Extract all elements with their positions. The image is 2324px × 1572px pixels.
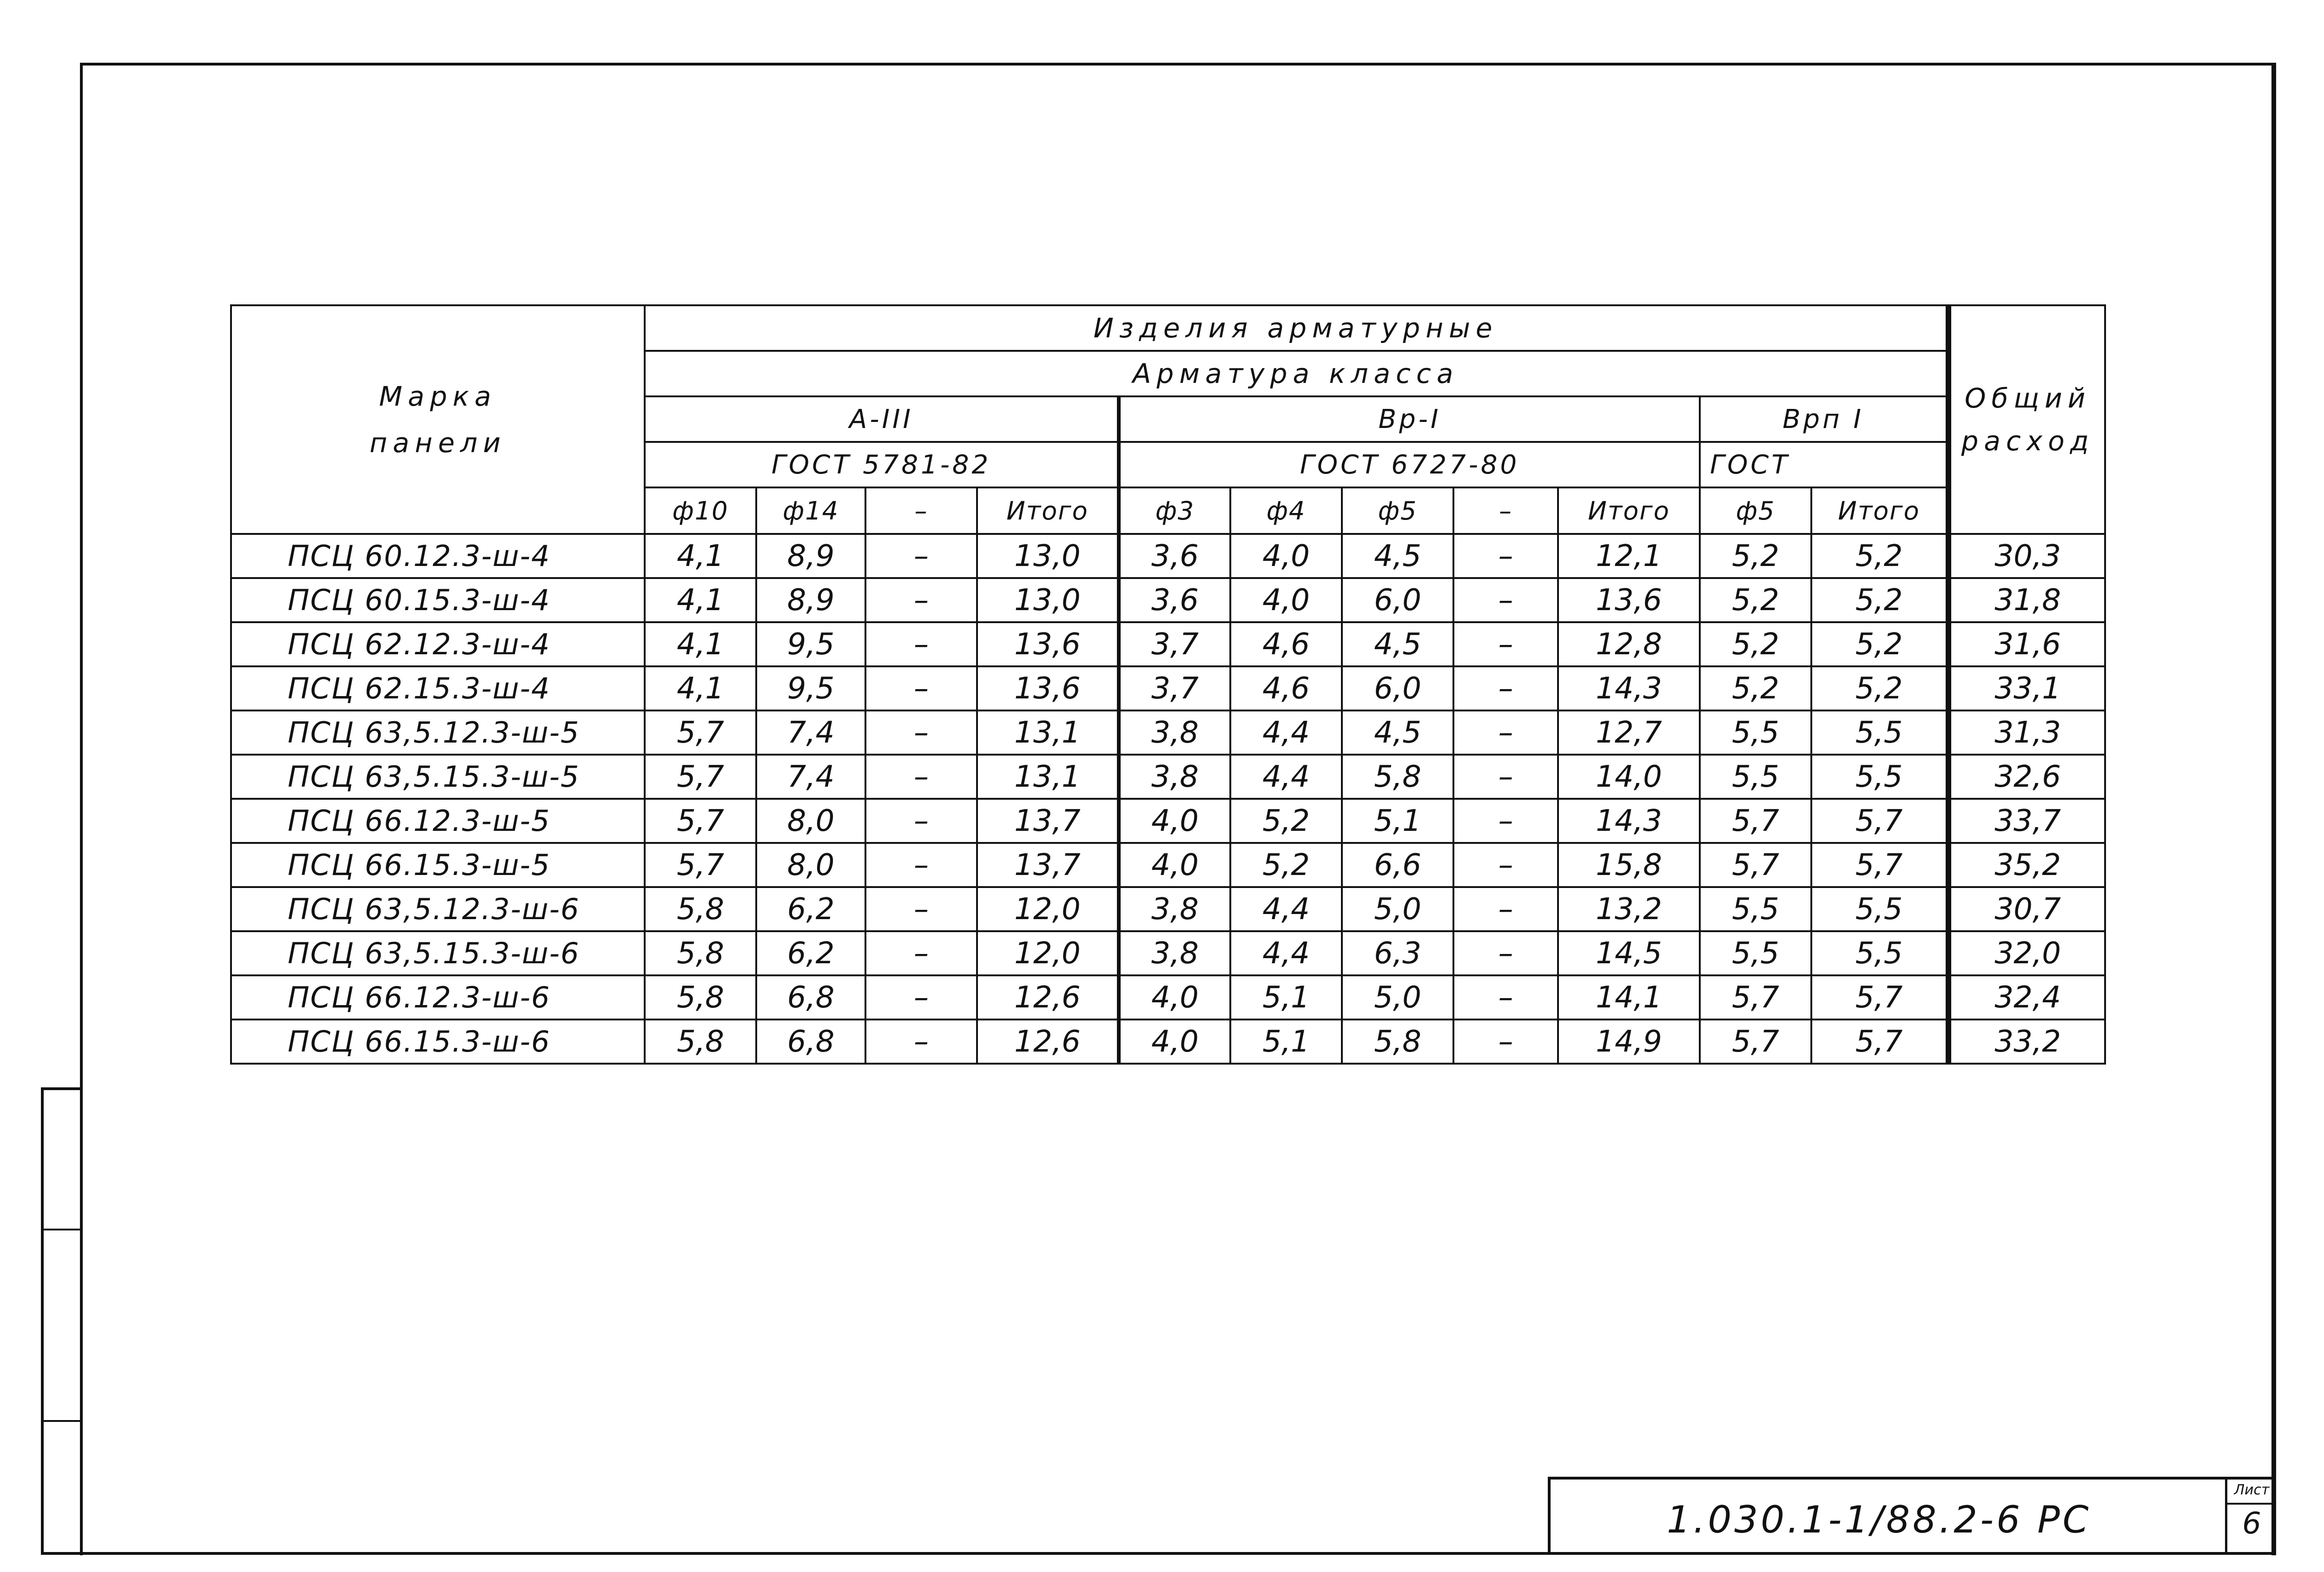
value-cell: 5,5 xyxy=(1811,710,1948,755)
value-cell: – xyxy=(865,975,977,1019)
value-cell: 5,7 xyxy=(1700,799,1811,843)
title-block xyxy=(1548,1477,2276,1555)
total-cell: 32,0 xyxy=(1948,931,2105,975)
value-cell: 13,6 xyxy=(977,666,1119,710)
value-cell: 5,1 xyxy=(1230,1019,1342,1064)
panel-mark: ПСЦ 66.15.3-ш-5 xyxy=(231,843,645,887)
class-title: Арматура класса xyxy=(645,351,1948,396)
value-cell: 13,6 xyxy=(1558,578,1700,622)
strip-divider xyxy=(44,1420,80,1422)
mark-header-line2: панели xyxy=(370,427,506,459)
value-cell: – xyxy=(1453,578,1558,622)
table-row xyxy=(231,666,2105,710)
value-cell: 8,9 xyxy=(756,534,865,578)
value-cell: 5,7 xyxy=(645,843,756,887)
class-name: А-III xyxy=(645,396,1119,442)
value-cell: 9,5 xyxy=(756,622,865,666)
value-cell: 5,7 xyxy=(645,799,756,843)
value-cell: 8,0 xyxy=(756,843,865,887)
total-cell: 33,7 xyxy=(1948,799,2105,843)
value-cell: 5,2 xyxy=(1230,799,1342,843)
value-cell: – xyxy=(865,931,977,975)
class-gost: ГОСТ 5781-82 xyxy=(645,442,1119,487)
value-cell: 5,7 xyxy=(1811,1019,1948,1064)
total-cell: 33,1 xyxy=(1948,666,2105,710)
value-cell: 14,1 xyxy=(1558,975,1700,1019)
column-header: ф3 xyxy=(1119,487,1230,534)
value-cell: – xyxy=(1453,975,1558,1019)
value-cell: 3,8 xyxy=(1119,931,1230,975)
value-cell: 5,5 xyxy=(1700,931,1811,975)
group-title: Изделия арматурные xyxy=(645,305,1948,351)
strip-divider xyxy=(44,1229,80,1230)
value-cell: – xyxy=(865,622,977,666)
value-cell: 6,8 xyxy=(756,975,865,1019)
value-cell: 5,7 xyxy=(1700,975,1811,1019)
value-cell: 5,2 xyxy=(1811,622,1948,666)
total-cell: 32,6 xyxy=(1948,755,2105,799)
value-cell: 4,5 xyxy=(1342,710,1453,755)
value-cell: 5,8 xyxy=(645,1019,756,1064)
value-cell: 4,0 xyxy=(1230,578,1342,622)
total-cell: 30,3 xyxy=(1948,534,2105,578)
panel-mark: ПСЦ 63,5.15.3-ш-5 xyxy=(231,755,645,799)
value-cell: 4,4 xyxy=(1230,887,1342,931)
value-cell: 5,7 xyxy=(645,755,756,799)
value-cell: – xyxy=(1453,1019,1558,1064)
value-cell: 4,0 xyxy=(1230,534,1342,578)
panel-mark: ПСЦ 62.12.3-ш-4 xyxy=(231,622,645,666)
value-cell: – xyxy=(865,755,977,799)
value-cell: – xyxy=(865,578,977,622)
value-cell: 14,3 xyxy=(1558,799,1700,843)
value-cell: 5,2 xyxy=(1700,622,1811,666)
value-cell: 14,9 xyxy=(1558,1019,1700,1064)
value-cell: 12,6 xyxy=(977,975,1119,1019)
value-cell: 4,5 xyxy=(1342,534,1453,578)
value-cell: 6,8 xyxy=(756,1019,865,1064)
value-cell: 12,6 xyxy=(977,1019,1119,1064)
value-cell: 13,0 xyxy=(977,534,1119,578)
value-cell: 5,2 xyxy=(1700,578,1811,622)
value-cell: 5,5 xyxy=(1700,710,1811,755)
table-row xyxy=(231,887,2105,931)
value-cell: – xyxy=(1453,799,1558,843)
total-cell: 33,2 xyxy=(1948,1019,2105,1064)
panel-mark: ПСЦ 66.12.3-ш-5 xyxy=(231,799,645,843)
value-cell: 7,4 xyxy=(756,755,865,799)
column-header: ф10 xyxy=(645,487,756,534)
value-cell: 5,0 xyxy=(1342,887,1453,931)
class-name: Вр-I xyxy=(1119,396,1700,442)
value-cell: – xyxy=(1453,843,1558,887)
value-cell: 5,8 xyxy=(645,975,756,1019)
value-cell: 4,1 xyxy=(645,578,756,622)
value-cell: 4,0 xyxy=(1119,799,1230,843)
value-cell: 14,5 xyxy=(1558,931,1700,975)
value-cell: 13,2 xyxy=(1558,887,1700,931)
total-cell: 30,7 xyxy=(1948,887,2105,931)
value-cell: 4,5 xyxy=(1342,622,1453,666)
total-header-line1: Общий xyxy=(1964,382,2091,414)
value-cell: 12,7 xyxy=(1558,710,1700,755)
table-row xyxy=(231,931,2105,975)
panel-mark: ПСЦ 63,5.15.3-ш-6 xyxy=(231,931,645,975)
mark-header xyxy=(231,305,645,534)
value-cell: 4,1 xyxy=(645,666,756,710)
column-header: ф5 xyxy=(1342,487,1453,534)
value-cell: 5,5 xyxy=(1700,887,1811,931)
value-cell: 4,4 xyxy=(1230,931,1342,975)
value-cell: 6,2 xyxy=(756,931,865,975)
value-cell: 8,9 xyxy=(756,578,865,622)
value-cell: 3,7 xyxy=(1119,666,1230,710)
value-cell: 3,8 xyxy=(1119,710,1230,755)
column-header: – xyxy=(1453,487,1558,534)
value-cell: 12,0 xyxy=(977,887,1119,931)
value-cell: 14,0 xyxy=(1558,755,1700,799)
value-cell: 5,2 xyxy=(1700,666,1811,710)
table-row xyxy=(231,578,2105,622)
value-cell: – xyxy=(865,666,977,710)
class-gost: ГОСТ xyxy=(1700,442,1948,487)
panel-mark: ПСЦ 60.12.3-ш-4 xyxy=(231,534,645,578)
value-cell: – xyxy=(1453,887,1558,931)
value-cell: 5,0 xyxy=(1342,975,1453,1019)
value-cell: 6,3 xyxy=(1342,931,1453,975)
value-cell: – xyxy=(865,887,977,931)
value-cell: 4,0 xyxy=(1119,843,1230,887)
binding-strip xyxy=(41,1087,80,1555)
column-header: Итого xyxy=(1811,487,1948,534)
value-cell: 13,1 xyxy=(977,710,1119,755)
value-cell: 3,7 xyxy=(1119,622,1230,666)
value-cell: – xyxy=(865,843,977,887)
value-cell: – xyxy=(1453,534,1558,578)
value-cell: 4,4 xyxy=(1230,755,1342,799)
column-header: – xyxy=(865,487,977,534)
table-row xyxy=(231,755,2105,799)
table-row xyxy=(231,622,2105,666)
value-cell: 5,8 xyxy=(645,887,756,931)
value-cell: 3,6 xyxy=(1119,534,1230,578)
value-cell: 5,1 xyxy=(1342,799,1453,843)
value-cell: 13,1 xyxy=(977,755,1119,799)
class-gost: ГОСТ 6727-80 xyxy=(1119,442,1700,487)
value-cell: 4,6 xyxy=(1230,622,1342,666)
mark-header-line1: Марка xyxy=(379,381,497,412)
table-row xyxy=(231,975,2105,1019)
value-cell: 5,2 xyxy=(1811,534,1948,578)
column-header: ф5 xyxy=(1700,487,1811,534)
table-row xyxy=(231,843,2105,887)
value-cell: 12,0 xyxy=(977,931,1119,975)
column-header: Итого xyxy=(977,487,1119,534)
total-header xyxy=(1948,305,2105,534)
table-row xyxy=(231,534,2105,578)
table-row xyxy=(231,710,2105,755)
value-cell: – xyxy=(865,710,977,755)
panel-mark: ПСЦ 63,5.12.3-ш-6 xyxy=(231,887,645,931)
value-cell: 4,6 xyxy=(1230,666,1342,710)
column-header: ф14 xyxy=(756,487,865,534)
value-cell: 6,2 xyxy=(756,887,865,931)
value-cell: 5,7 xyxy=(645,710,756,755)
value-cell: – xyxy=(1453,710,1558,755)
total-cell: 31,6 xyxy=(1948,622,2105,666)
value-cell: 3,6 xyxy=(1119,578,1230,622)
panel-mark: ПСЦ 63,5.12.3-ш-5 xyxy=(231,710,645,755)
panel-mark: ПСЦ 62.15.3-ш-4 xyxy=(231,666,645,710)
value-cell: 13,7 xyxy=(977,843,1119,887)
value-cell: 6,0 xyxy=(1342,666,1453,710)
value-cell: 6,0 xyxy=(1342,578,1453,622)
value-cell: 4,0 xyxy=(1119,975,1230,1019)
value-cell: – xyxy=(1453,622,1558,666)
value-cell: 12,1 xyxy=(1558,534,1700,578)
value-cell: – xyxy=(1453,755,1558,799)
value-cell: 5,8 xyxy=(645,931,756,975)
total-cell: 31,8 xyxy=(1948,578,2105,622)
value-cell: 14,3 xyxy=(1558,666,1700,710)
panel-mark: ПСЦ 66.15.3-ш-6 xyxy=(231,1019,645,1064)
class-name: Врп I xyxy=(1700,396,1948,442)
value-cell: 4,0 xyxy=(1119,1019,1230,1064)
column-header: ф4 xyxy=(1230,487,1342,534)
value-cell: 5,2 xyxy=(1811,578,1948,622)
value-cell: 5,5 xyxy=(1811,755,1948,799)
total-cell: 32,4 xyxy=(1948,975,2105,1019)
value-cell: 5,8 xyxy=(1342,755,1453,799)
sheet-number: 6 xyxy=(2242,1506,2261,1541)
value-cell: – xyxy=(865,1019,977,1064)
column-header: Итого xyxy=(1558,487,1700,534)
value-cell: 5,7 xyxy=(1811,799,1948,843)
sheet-label: Лист xyxy=(2227,1480,2276,1505)
table-row xyxy=(231,1019,2105,1064)
value-cell: 5,2 xyxy=(1811,666,1948,710)
value-cell: 5,2 xyxy=(1230,843,1342,887)
total-cell: 35,2 xyxy=(1948,843,2105,887)
value-cell: 5,7 xyxy=(1700,1019,1811,1064)
document-code: 1.030.1-1/88.2-6 РС xyxy=(1667,1498,2092,1541)
value-cell: 8,0 xyxy=(756,799,865,843)
value-cell: 15,8 xyxy=(1558,843,1700,887)
reinforcement-table xyxy=(230,304,2106,1065)
value-cell: 3,8 xyxy=(1119,887,1230,931)
value-cell: – xyxy=(1453,666,1558,710)
value-cell: 12,8 xyxy=(1558,622,1700,666)
table-row xyxy=(231,799,2105,843)
total-cell: 31,3 xyxy=(1948,710,2105,755)
value-cell: 6,6 xyxy=(1342,843,1453,887)
value-cell: 4,4 xyxy=(1230,710,1342,755)
value-cell: 5,8 xyxy=(1342,1019,1453,1064)
value-cell: – xyxy=(1453,931,1558,975)
value-cell: 13,7 xyxy=(977,799,1119,843)
value-cell: 7,4 xyxy=(756,710,865,755)
panel-mark: ПСЦ 66.12.3-ш-6 xyxy=(231,975,645,1019)
value-cell: 5,1 xyxy=(1230,975,1342,1019)
value-cell: 5,7 xyxy=(1700,843,1811,887)
panel-mark: ПСЦ 60.15.3-ш-4 xyxy=(231,578,645,622)
value-cell: 5,7 xyxy=(1811,843,1948,887)
value-cell: 5,5 xyxy=(1700,755,1811,799)
total-header-line2: расход xyxy=(1961,425,2094,457)
value-cell: 13,0 xyxy=(977,578,1119,622)
sheet-box xyxy=(2225,1480,2276,1555)
value-cell: 9,5 xyxy=(756,666,865,710)
value-cell: 5,7 xyxy=(1811,975,1948,1019)
value-cell: 4,1 xyxy=(645,622,756,666)
value-cell: 5,2 xyxy=(1700,534,1811,578)
value-cell: 4,1 xyxy=(645,534,756,578)
value-cell: 5,5 xyxy=(1811,887,1948,931)
value-cell: 3,8 xyxy=(1119,755,1230,799)
value-cell: 13,6 xyxy=(977,622,1119,666)
value-cell: 5,5 xyxy=(1811,931,1948,975)
value-cell: – xyxy=(865,799,977,843)
value-cell: – xyxy=(865,534,977,578)
